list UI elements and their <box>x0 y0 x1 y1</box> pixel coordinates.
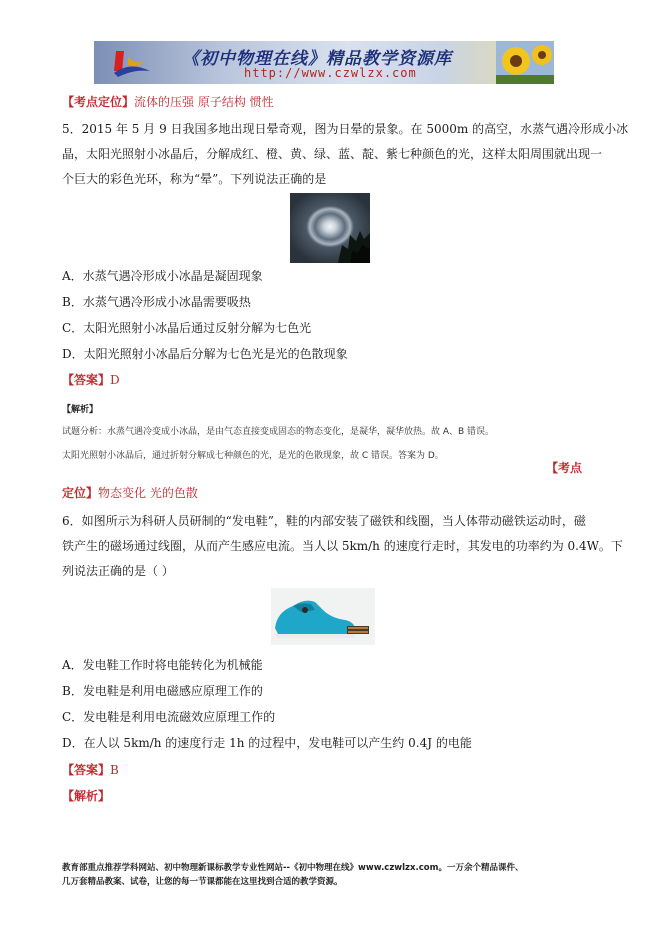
footer-line2: 几万套精品教案、试卷，让您的每一节课都能在这里找到合适的教学资源。 <box>62 877 343 887</box>
q5-analysis-line1: 试题分析：水蒸气遇冷变成小冰晶，是由气态直接变成固态的物态变化，是凝华，凝华放热。故 A、B 错误。 <box>62 427 495 437</box>
q5-analysis-label: 【解析】 <box>62 405 99 415</box>
footer-line1: 教育部重点推荐学科网站、初中物理新课标教学专业性网站--《初中物理在线》www.czwlzx.com。一万余个精品课件、 <box>62 863 524 873</box>
prev-topic-tag <box>62 94 274 110</box>
q5-tag-part2: 定位】 <box>62 486 99 500</box>
q6-stem-line1: 6．如图所示为科研人员研制的“发电鞋”，鞋的内部安装了磁铁和线圈，当人体带动磁铁运动时，磁 <box>62 514 586 528</box>
q5-option-c: C．太阳光照射小冰晶后通过反射分解为七色光 <box>62 321 312 335</box>
q6-analysis <box>62 788 110 804</box>
q5-stem-line2: 晶，太阳光照射小冰晶后，分解成红、橙、黄、绿、蓝、靛、紫七种颜色的光，这样太阳周围就出现一 <box>62 147 603 161</box>
q5-tag-part1: 【考点 <box>546 461 583 475</box>
q5-option-d: D．太阳光照射小冰晶后分解为七色光是光的色散现象 <box>62 347 348 361</box>
q5-analysis-line2: 太阳光照射小冰晶后，通过折射分解成七种颜色的光，是光的色散现象，故 C 错误。答案为 D。 <box>62 451 444 461</box>
site-logo-icon <box>110 47 154 79</box>
q5-answer-label: 【答案】 <box>62 373 111 387</box>
q5-tag-text: 物态变化 光的色散 <box>98 486 198 500</box>
sunflower-image <box>496 41 554 84</box>
q6-stem-line3: 列说法正确的是（ ） <box>62 564 174 578</box>
q6-option-c: C．发电鞋是利用电流磁效应原理工作的 <box>62 710 276 724</box>
q5-topic-tag-start <box>546 459 582 476</box>
q5-stem-line3: 个巨大的彩色光环，称为“晕”。下列说法正确的是 <box>62 172 327 186</box>
banner-url[interactable]: http://www.czwlzx.com <box>244 66 417 80</box>
q5-answer-value: D <box>110 373 120 387</box>
q6-answer-label: 【答案】 <box>62 763 111 777</box>
prev-tag-bracket: 【考点定位】 <box>62 95 135 109</box>
q6-option-b: B．发电鞋是利用电磁感应原理工作的 <box>62 684 263 698</box>
prev-tag-text: 流体的压强 原子结构 惯性 <box>134 95 274 109</box>
q6-answer <box>62 762 119 778</box>
q6-option-d: D．在人以 5km/h 的速度行走 1h 的过程中，发电鞋可以产生约 0.4J 的电能 <box>62 736 472 750</box>
q6-option-a: A．发电鞋工作时将电能转化为机械能 <box>62 658 263 672</box>
q6-answer-value: B <box>110 763 119 777</box>
q5-answer <box>62 372 120 388</box>
q5-option-a: A．水蒸气遇冷形成小冰晶是凝固现象 <box>62 269 263 283</box>
banner-title: 《初中物理在线》精品教学资源库 <box>182 49 452 69</box>
power-shoe-photo <box>271 588 375 645</box>
q6-stem-line2: 铁产生的磁场通过线圈，从而产生感应电流。当人以 5km/h 的速度行走时，其发电的功率约为 0.4W。下 <box>62 539 623 553</box>
header-banner <box>94 41 554 84</box>
q6-analysis-label: 【解析】 <box>62 789 111 803</box>
q5-stem-line1: 5．2015 年 5 月 9 日我国多地出现日晕奇观，图为日晕的景象。在 5000m 的高空，水蒸气遇冷形成小冰 <box>62 122 629 136</box>
q5-topic-tag <box>62 485 198 501</box>
q5-option-b: B．水蒸气遇冷形成小冰晶需要吸热 <box>62 295 251 309</box>
sun-halo-photo <box>290 193 370 263</box>
